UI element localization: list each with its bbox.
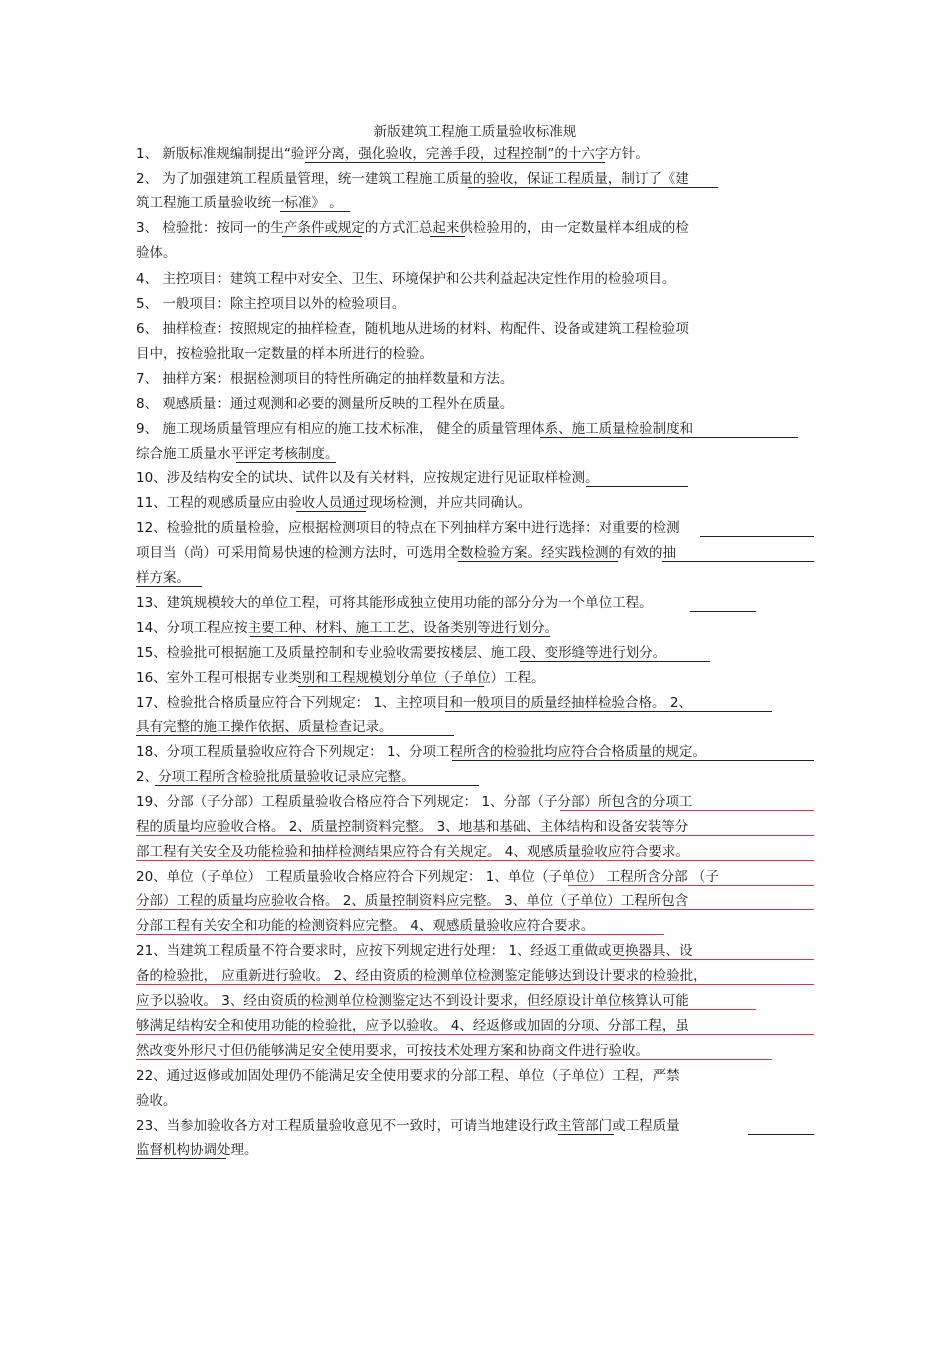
text-line: 分部）工程的质量均应验收合格。 2、质量控制资料应完整。 3、单位（子单位）工程所包含 — [136, 893, 689, 909]
text-line: 15、检验批可根据施工及质量控制和专业验收需要按楼层、施工段、变形缝等进行划分。 — [136, 645, 667, 661]
text-line: 然改变外形尺寸但仍能够满足安全使用要求，可按技术处理方案和协商文件进行验收。 — [136, 1043, 649, 1059]
fill-underline — [520, 661, 710, 662]
text-line: 16、室外工程可根据专业类别和工程规模划分单位（子单位）工程。 — [136, 670, 545, 686]
text-line: 5、 一般项目：除主控项目以外的检验项目。 — [136, 296, 406, 312]
text-line: 备的检验批， 应重新进行验收。 2、经由资质的检测单位检测鉴定能够达到设计要求的检验批， — [136, 968, 707, 984]
text-line: 筑工程施工质量验收统一标准》 。 — [136, 195, 343, 211]
fill-underline — [540, 437, 798, 438]
text-line: 11、工程的观感质量应由验收人员通过现场检测，并应共同确认。 — [136, 495, 532, 511]
text-line: 项目当（尚）可采用简易快速的检测方法时，可选用全数检验方案。经实践检测的有效的抽 — [136, 545, 676, 561]
text-line: 验体。 — [136, 245, 177, 261]
text-line: 18、分项工程质量验收应符合下列规定： 1、分项工程所含的检验批均应符合合格质量的规定。 — [136, 744, 707, 760]
text-line: 2、分项工程所含检验批质量验收记录应完整。 — [136, 769, 415, 785]
red-underline — [136, 984, 814, 985]
fill-underline — [236, 462, 336, 463]
fill-underline — [250, 636, 550, 637]
text-line: 够满足结构安全和使用功能的检验批，应予以验收。 4、经返修或加固的分项、分部工程，虽 — [136, 1018, 689, 1034]
text-line: 验收。 — [136, 1093, 177, 1109]
text-line: 12、检验批的质量检验，应根据检测项目的特点在下列抽样方案中进行选择：对重要的检测 — [136, 520, 680, 536]
red-underline — [560, 810, 814, 811]
document-title: 新版建筑工程施工质量验收标准规 — [373, 124, 577, 140]
red-underline — [136, 909, 814, 910]
text-line: 17、检验批合格质量应符合下列规定： 1、主控项目和一般项目的质量经抽样检验合格。 2、 — [136, 695, 692, 711]
text-line: 23、当参加验收各方对工程质量验收意见不一致时，可请当地建设行政主管部门或工程质量 — [136, 1118, 680, 1134]
fill-underline — [748, 1134, 814, 1135]
fill-underline — [690, 611, 756, 612]
text-line: 监督机构协调处理。 — [136, 1142, 258, 1158]
red-underline — [586, 860, 814, 861]
fill-underline — [445, 711, 772, 712]
text-line: 具有完整的施工操作依据、质量检查记录。 — [136, 719, 393, 735]
red-underline — [136, 1059, 772, 1060]
text-line: 2、 为了加强建筑工程质量管理，统一建筑工程施工质量的验收，保证工程质量，制订了《建 — [136, 171, 689, 187]
fill-underline — [136, 1158, 226, 1159]
red-underline — [466, 934, 664, 935]
text-line: 20、单位（子单位） 工程质量验收合格应符合下列规定： 1、单位（子单位） 工程所含分部 （子 — [136, 869, 719, 885]
text-line: 应予以验收。 3、经由资质的检测单位检测鉴定达不到设计要求，但经原设计单位核算认可能 — [136, 993, 689, 1009]
fill-underline — [430, 236, 465, 237]
red-underline — [136, 934, 466, 935]
fill-underline — [280, 211, 350, 212]
fill-underline — [136, 735, 454, 736]
fill-underline — [452, 760, 814, 761]
text-line: 目中，按检验批取一定数量的样本所进行的检验。 — [136, 346, 433, 362]
text-line: 10、涉及结构安全的试块、试件以及有关材料，应按规定进行见证取样检测。 — [136, 470, 599, 486]
fill-underline — [298, 686, 484, 687]
text-line: 综合施工质量水平评定考核制度。 — [136, 446, 339, 462]
fill-underline — [282, 236, 362, 237]
fill-underline — [458, 561, 618, 562]
text-line: 部工程有关安全及功能检验和抽样检测结果应符合有关规定。 4、观感质量验收应符合要求。 — [136, 844, 689, 860]
text-line: 样方案。 — [136, 570, 190, 586]
fill-underline — [586, 486, 688, 487]
text-line: 14、分项工程应按主要工种、材料、施工工艺、设备类别等进行划分。 — [136, 620, 559, 636]
text-line: 9、 施工现场质量管理应有相应的施工技术标准， 健全的质量管理体系、施工质量检验制度和 — [136, 421, 694, 437]
red-underline — [136, 1034, 814, 1035]
text-line: 8、 观感质量：通过观测和必要的测量所反映的工程外在质量。 — [136, 396, 514, 412]
red-underline — [136, 860, 586, 861]
text-line: 13、建筑规模较大的单位工程，可将其能形成独立使用功能的部分分为一个单位工程。 — [136, 595, 653, 611]
fill-underline — [700, 536, 814, 537]
fill-underline — [296, 511, 366, 512]
red-underline — [136, 835, 814, 836]
text-line: 21、当建筑工程质量不符合要求时，应按下列规定进行处理： 1、经返工重做或更换器具、设 — [136, 943, 693, 959]
text-line: 19、分部（子分部）工程质量验收合格应符合下列规定： 1、分部（子分部）所包含的分项工 — [136, 794, 693, 810]
red-underline — [136, 1009, 756, 1010]
text-line: 1、 新版标准规编制提出“验评分离，强化验收，完善手段，过程控制”的十六字方针。 — [136, 146, 649, 162]
fill-underline — [136, 586, 202, 587]
fill-underline — [305, 162, 605, 163]
text-line: 7、 抽样方案：根据检测项目的特性所确定的抽样数量和方法。 — [136, 371, 514, 387]
text-line: 3、 检验批：按同一的生产条件或规定的方式汇总起来供检验用的，由一定数量样本组成的检 — [136, 220, 689, 236]
fill-underline — [468, 187, 718, 188]
text-line: 程的质量均应验收合格。 2、质量控制资料完整。 3、地基和基础、主体结构和设备安装等分 — [136, 819, 689, 835]
fill-underline — [155, 785, 479, 786]
text-line: 6、 抽样检查：按照规定的抽样检查，随机地从进场的材料、构配件、设备或建筑工程检验项 — [136, 321, 689, 337]
red-underline — [568, 885, 814, 886]
fill-underline — [662, 561, 814, 562]
text-line: 22、通过返修或加固处理仍不能满足安全使用要求的分部工程、单位（子单位）工程，严禁 — [136, 1068, 680, 1084]
red-underline — [610, 959, 814, 960]
fill-underline — [558, 1134, 614, 1135]
text-line: 分部工程有关安全和功能的检测资料应完整。 4、观感质量验收应符合要求。 — [136, 918, 595, 934]
text-line: 4、 主控项目：建筑工程中对安全、卫生、环境保护和公共利益起决定性作用的检验项目。 — [136, 271, 676, 287]
